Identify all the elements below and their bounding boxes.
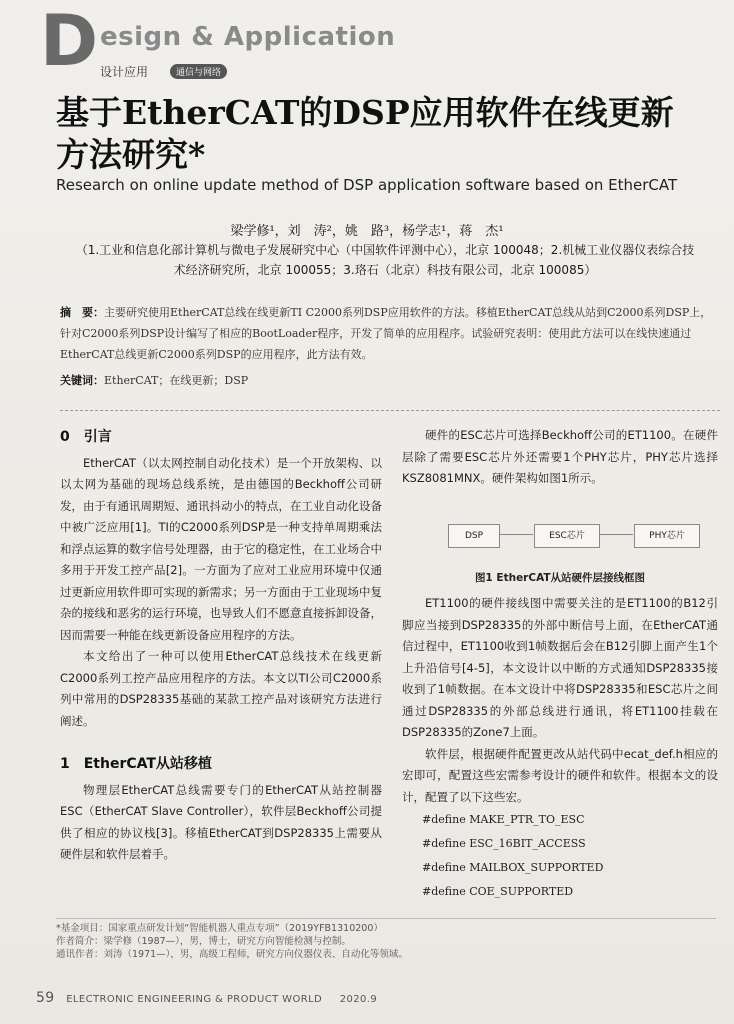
right-column [402, 425, 718, 904]
figure-box-esc: ESC芯片 [534, 524, 600, 548]
header-badge: 通信与网络 [170, 64, 227, 79]
figure-1-diagram [402, 502, 718, 566]
footnote [56, 918, 716, 961]
figure-arrow-2 [599, 534, 633, 535]
section-1-paragraph-1: 物理层EtherCAT总线需要专门的EtherCAT从站控制器ESC（EtherCAT Slave Controller），软件层Beckhoff公司提供了相应的协议栈[3]。移植EtherCAT到DSP28335上需要从硬件层和软件层着手。 [60, 782, 382, 861]
footnote-author: 作者简介：梁学修（1987—），男，博士，研究方向智能检测与控制。 [56, 936, 351, 947]
figure-box-dsp: DSP [448, 524, 500, 548]
section-1-heading: 1 EtherCAT从站移植 [60, 756, 212, 772]
right-paragraph-3: 软件层，根据硬件配置更改从站代码中ecat_def.h相应的宏即可，配置这些宏需参考设计的硬件和软件。根据本文的设计，配置了以下这些宏。 [402, 746, 718, 804]
header-title: esign & Application [100, 22, 396, 52]
right-paragraph-2: ET1100的硬件接线图中需要关注的是ET1100的B12引脚应当接到DSP28335的外部中断信号上面，在EtherCAT通信过程中，ET1100收到1帧数据后会在B12引脚上面产生1个上升沿信号[4-5]，本文设计以中断的方式通知DSP28335接收到了1帧数据。在本文设计中将DSP28335和ESC芯片之间通过DSP28335的外部总线进行通讯，将ET1100挂载在DSP28335的Zone7上面。 [402, 596, 718, 739]
code-line: #define COE_SUPPORTED [422, 885, 574, 898]
journal-issue: 2020.9 [339, 994, 378, 1005]
code-line: #define MAILBOX_SUPPORTED [422, 861, 604, 874]
abstract-divider [60, 410, 720, 411]
figure-1-caption: 图1 EtherCAT从站硬件层接线框图 [474, 571, 646, 584]
article-title-en: Research on online update method of DSP application software based on EtherCAT [56, 176, 678, 194]
section-0-paragraph-2: 本文给出了一种可以使用EtherCAT总线技术在线更新C2000系列工控产品应用程序的方法。本文以TI公司C2000系列中常用的DSP28335基础的某款工控产品对该研究方法进行阐述。 [60, 649, 382, 728]
article-authors: 梁学修¹，刘 涛²，姚 路³，杨学志¹，蒋 杰¹ [230, 224, 504, 239]
keywords [60, 372, 248, 388]
keywords-label: 关键词： [60, 374, 104, 387]
code-line: #define MAKE_PTR_TO_ESC [422, 813, 585, 826]
header-letter: D [40, 0, 99, 82]
section-0-heading: 0 引言 [60, 429, 112, 445]
code-line: #define ESC_16BIT_ACCESS [422, 837, 586, 850]
header-category: 设计应用 [100, 65, 149, 79]
footnote-corresponding: 通讯作者：刘涛（1971—），男，高级工程师，研究方向仪器仪表、自动化等领域。 [56, 949, 408, 960]
page-number: 59 [36, 990, 55, 1006]
article-affiliations: （1.工业和信息化部计算机与微电子发展研究中心（中国软件评测中心），北京 100048；2.机械工业仪器仪表综合技术经济研究所，北京 100055；3.珞石（北京）科技有限公司，北京 100085） [75, 243, 695, 277]
section-0-paragraph-1: EtherCAT（以太网控制自动化技术）是一个开放架构、以以太网为基础的现场总线系统，是由德国的Beckhoff公司研发，由于有通讯周期短、通讯抖动小的特点，在工业自动化设备中被广泛应用[1]。TI的C2000系列DSP是一种支持单周期乘法和浮点运算的数字信号处理器，由于它的稳定性，在工业场合中多用于开发工控产品[2]。一方面为了应对工业应用环境中仅通过更新应用软件即可实现的新需求；另一方面由于工业现场中复杂的接线和恶劣的运行环境，也导致人们不愿意直接拆卸设备，因而需要一种能在线更新设备应用程序的方法。 [60, 455, 382, 642]
abstract [60, 302, 720, 365]
article-title-cn: 基于EtherCAT的DSP应用软件在线更新方法研究* [56, 93, 674, 174]
figure-arrow-1 [499, 534, 533, 535]
journal-name: ELECTRONIC ENGINEERING & PRODUCT WORLD [66, 994, 323, 1005]
keywords-text: EtherCAT；在线更新；DSP [104, 374, 249, 387]
page-footer [36, 990, 377, 1006]
figure-box-phy: PHY芯片 [634, 524, 700, 548]
abstract-label: 摘 要： [60, 306, 104, 319]
right-paragraph-1: 硬件的ESC芯片可选择Beckhoff公司的ET1100。在硬件层除了需要ESC芯片外还需要1个PHY芯片，PHY芯片选择KSZ8081MNX。硬件架构如图1所示。 [402, 428, 718, 485]
abstract-text: 主要研究使用EtherCAT总线在线更新TI C2000系列DSP应用软件的方法。移植EtherCAT总线从站到C2000系列DSP上，针对C2000系列DSP设计编写了相应的BootLoader程序，开发了简单的应用程序。试验研究表明：使用此方法可以在线快速通过EtherCAT总线更新C2000系列DSP的应用程序，此方法有效。 [60, 306, 712, 361]
left-column [60, 427, 382, 866]
footnote-fund: *基金项目：国家重点研发计划“智能机器人重点专项”（2019YFB1310200） [56, 923, 383, 934]
